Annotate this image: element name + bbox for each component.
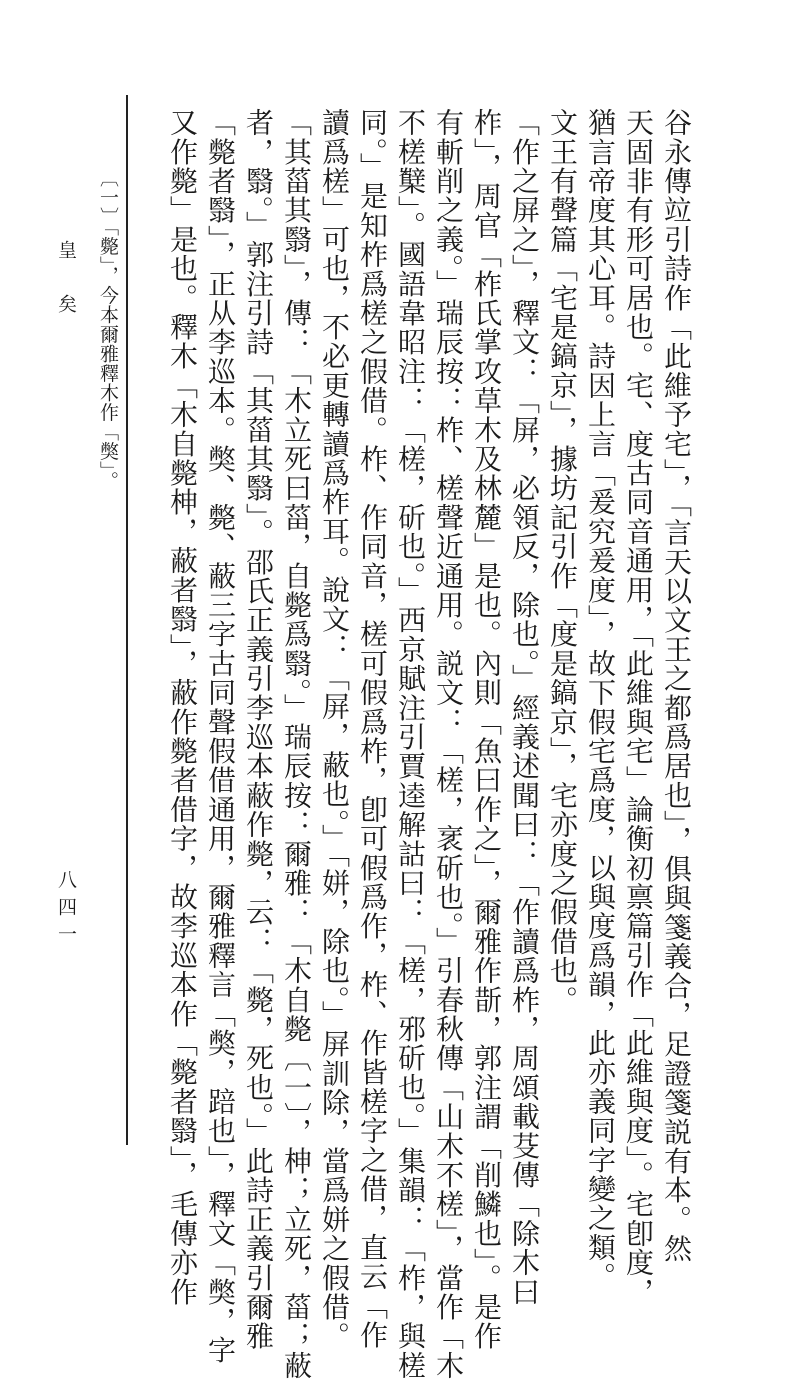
text-column: 「斃者翳」，正从李巡本。獘、斃、蔽三字古同聲假借通用，爾雅釋言「獘，踣也」，釋文「獘，字 — [204, 108, 237, 1365]
text-column: 者，翳。」郭注引詩「其菑其翳」。邵氏正義引李巡本蔽作斃，云：「斃，死也。」此詩正義引爾雅 — [242, 108, 275, 1351]
running-header: 皇 矣 — [55, 240, 77, 321]
text-column: 天固非有形可居也。宅、度古同音通用，「此維與宅」論衡初禀篇引作「此維與度」。宅卽度， — [622, 108, 655, 1307]
text-column: 「作之屏之」，釋文：「屏，必領反，除也。」經義述聞曰：「作讀爲柞，周頌載芟傳「除木曰 — [508, 108, 541, 1307]
footnote: 〔一〕「斃」，今本爾雅釋木作「獘」。 — [97, 168, 119, 491]
text-column: 有斬削之義。」瑞辰按：柞、槎聲近通用。説文：「槎，衺斫也。」引春秋傳「山木不槎」，當作「木 — [432, 108, 465, 1380]
page-number: 八四一 — [55, 870, 77, 951]
text-column: 猶言帝度其心耳。詩因上言「爰究爰度」，故下假宅爲度，以與度爲韻，此亦義同字變之類。 — [584, 108, 617, 1292]
text-column: 又作斃」是也。釋木「木自斃柛，蔽者翳」，蔽作斃者借字，故李巡本作「斃者翳」，毛傳亦作 — [166, 108, 199, 1307]
footnote-rule — [126, 95, 128, 1145]
text-column: 谷永傳竝引詩作「此維予宅」，「言天以文王之都爲居也」，俱與箋義合，足證箋説有本。然 — [660, 108, 693, 1264]
text-column: 讀爲槎」可也，不必更轉讀爲柞耳。說文：「屏，蔽也。」「姘，除也。」屏訓除，當爲姘之假借。 — [318, 108, 351, 1351]
text-column: 同。」是知柞爲槎之假借。柞、作同音，槎可假爲柞，卽可假爲作，柞、作皆槎字之借，直云「作 — [356, 108, 389, 1350]
text-column: 柞」，周官「柞氏掌攻草木及林麓」是也。內則「魚曰作之」，爾雅作斮，郭注謂「削鱗也」。是作 — [470, 108, 503, 1351]
text-column: 文王有聲篇「宅是鎬京」，據坊記引作「度是鎬京」，宅亦度之假借也。 — [546, 108, 579, 1015]
text-column: 不槎櫱」。國語韋昭注：「槎，斫也。」西京賦注引賈逵解詁曰：「槎，邪斫也。」集韻：「柞，與槎 — [394, 108, 427, 1380]
text-column: 「其菑其翳」，傳：「木立死曰菑，自斃爲翳。」瑞辰按：爾雅：「木自斃〔一〕，柛；立死，菑；蔽 — [280, 108, 313, 1380]
